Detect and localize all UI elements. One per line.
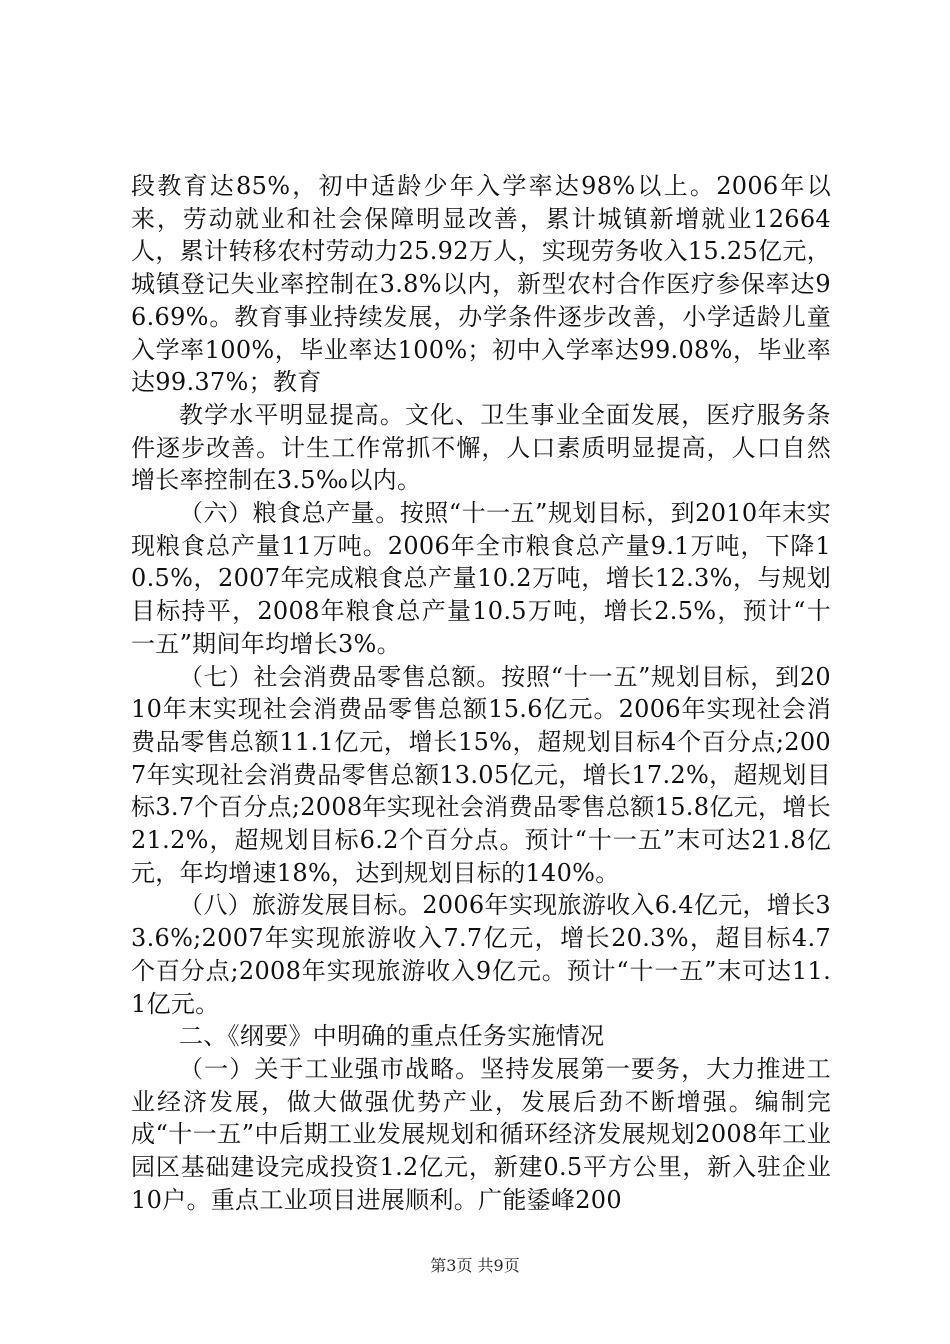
paragraph-culture-health: 教学水平明显提高。文化、卫生事业全面发展，医疗服务条件逐步改善。计生工作常抓不懈，人口素质明显提高，人口自然增长率控制在3.5‰以内。 (131, 400, 831, 495)
document-body (131, 170, 831, 1217)
section-heading-key-tasks: 二、《纲要》中明确的重点任务实施情况 (179, 1022, 605, 1051)
page-number-footer: 第3页 共9页 (430, 1256, 520, 1275)
paragraph-grain-output: （六）粮食总产量。按照“十一五”规划目标，到2010年末实现粮食总产量11万吨。2006年全市粮食总产量9.1万吨，下降10.5%，2007年完成粮食总产量10.2万吨，增长12.3%，与规划目标持平，2008年粮食总产量10.5万吨，增长2.5%，预计“十一五”期间年均增长3%。 (131, 499, 831, 658)
paragraph-education-employment: 段教育达85%，初中适龄少年入学率达98%以上。2006年以来，劳动就业和社会保障明显改善，累计城镇新增就业12664人，累计转移农村劳动力25.92万人，实现劳务收入15.25亿元，城镇登记失业率控制在3.8%以内，新型农村合作医疗参保率达96.69%。教育事业持续发展，办学条件逐步改善，小学适龄儿童入学率100%，毕业率达100%；初中入学率达99.08%，毕业率达99.37%；教育 (131, 172, 831, 397)
paragraph-tourism: （八）旅游发展目标。2006年实现旅游收入6.4亿元，增长33.6%;2007年实现旅游收入7.7亿元，增长20.3%，超目标4.7个百分点;2008年实现旅游收入9亿元。预计“十一五”末可达11.1亿元。 (131, 891, 831, 1018)
paragraph-industry-strategy: （一）关于工业强市战略。坚持发展第一要务，大力推进工业经济发展，做大做强优势产业，发展后劲不断增强。编制完成“十一五”中后期工业发展规划和循环经济发展规划2008年工业园区基础建设完成投资1.2亿元，新建0.5平方公里，新入驻企业10户。重点工业项目进展顺利。广能鋈峰200 (131, 1054, 831, 1214)
paragraph-retail-sales: （七）社会消费品零售总额。按照“十一五”规划目标，到2010年末实现社会消费品零售总额15.6亿元。2006年实现社会消费品零售总额11.1亿元，增长15%，超规划目标4个百分点;2007年实现社会消费品零售总额13.05亿元，增长17.2%，超规划目标3.7个百分点;2008年实现社会消费品零售总额15.8亿元，增长21.2%，超规划目标6.2个百分点。预计“十一五”末可达21.8亿元，年均增速18%，达到规划目标的140%。 (131, 662, 831, 887)
